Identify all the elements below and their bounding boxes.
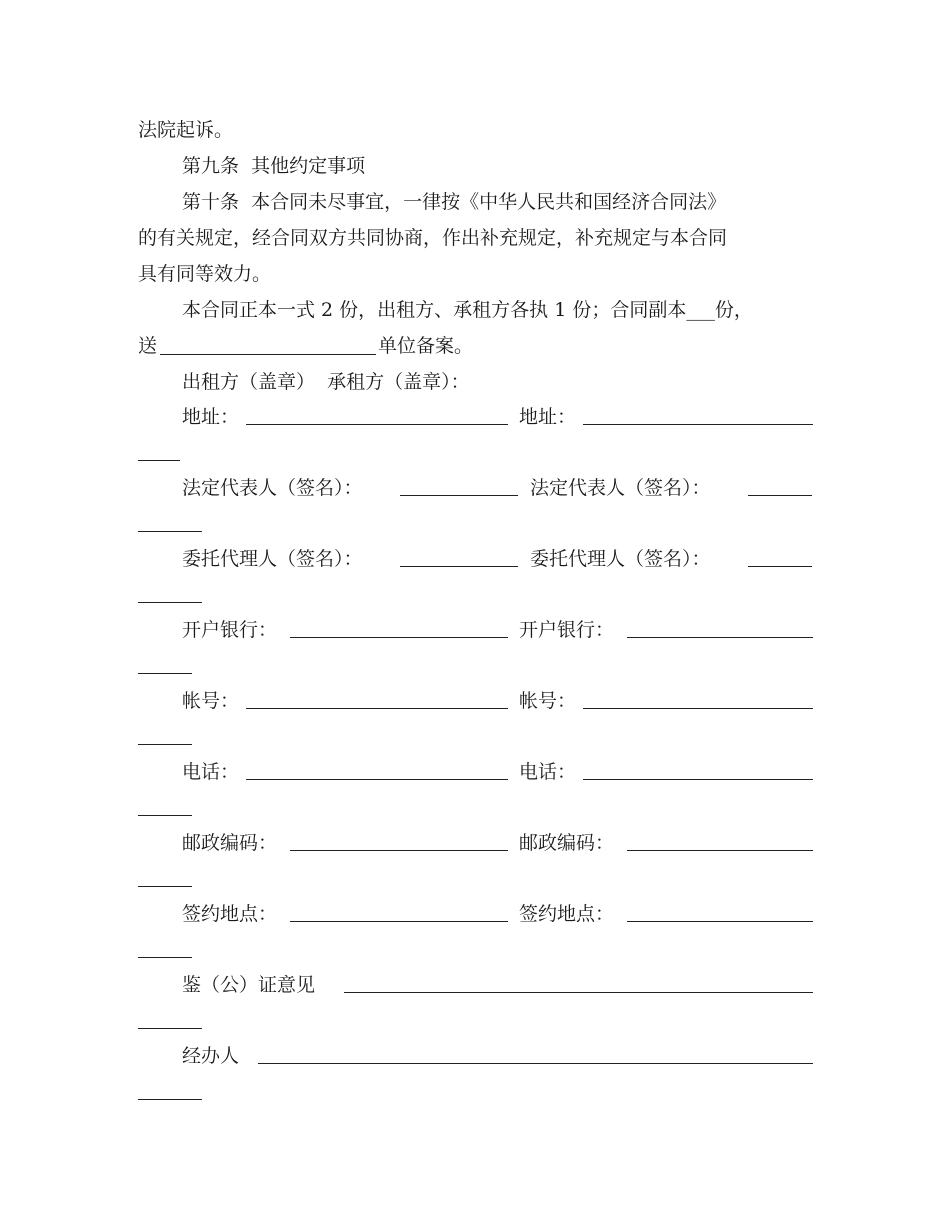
phone-blank-left[interactable] (246, 779, 508, 780)
legal-rep-label-left: 法定代表人（签名）： (182, 477, 363, 499)
agent-blank-right-cont[interactable] (138, 602, 202, 603)
bank-blank-left[interactable] (290, 637, 508, 638)
phone-label-left: 电话： (182, 761, 240, 783)
article-10-line-1: 第十条 本合同未尽事宜，一律按《中华人民共和国经济合同法》 (182, 191, 727, 213)
legal-rep-label-right: 法定代表人（签名）： (530, 477, 711, 499)
handler-blank-cont[interactable] (138, 1099, 202, 1100)
filing-unit-blank[interactable] (160, 354, 376, 355)
account-blank-left[interactable] (246, 708, 508, 709)
article-10-line-2: 的有关规定，经合同双方共同协商，作出补充规定，补充规定与本合同 (138, 227, 728, 249)
agent-blank-left[interactable] (400, 566, 518, 567)
parties-seal-line: 出租方（盖章） 承租方（盖章）： (182, 371, 470, 393)
notary-opinion-label: 鉴（公）证意见 (182, 974, 316, 996)
copies-line-2-prefix: 送 (138, 335, 158, 357)
notary-opinion-blank[interactable] (344, 992, 813, 993)
account-blank-right-cont[interactable] (138, 744, 192, 745)
signing-place-blank-right[interactable] (627, 921, 813, 922)
bank-label-right: 开户银行： (519, 619, 615, 641)
legal-rep-blank-right-cont[interactable] (138, 531, 202, 532)
postcode-blank-right[interactable] (627, 850, 813, 851)
handler-blank[interactable] (258, 1063, 813, 1064)
postcode-label-left: 邮政编码： (182, 832, 278, 854)
signing-place-label-right: 签约地点： (519, 903, 615, 925)
address-blank-right-cont[interactable] (138, 460, 180, 461)
address-blank-left[interactable] (246, 424, 508, 425)
postcode-blank-left[interactable] (290, 850, 508, 851)
agent-label-left: 委托代理人（签名）： (182, 548, 363, 570)
agent-label-right: 委托代理人（签名）： (530, 548, 711, 570)
legal-rep-blank-right[interactable] (748, 495, 812, 496)
bank-label-left: 开户银行： (182, 619, 278, 641)
address-label-right: 地址： (519, 406, 577, 428)
account-label-right: 帐号： (519, 690, 577, 712)
phone-blank-right[interactable] (583, 779, 813, 780)
article-10-line-3: 具有同等效力。 (138, 263, 272, 285)
phone-blank-right-cont[interactable] (138, 815, 192, 816)
notary-opinion-blank-cont[interactable] (138, 1028, 202, 1029)
paragraph-tail: 法院起诉。 (138, 119, 234, 141)
handler-label: 经办人 (182, 1045, 240, 1067)
bank-blank-right-cont[interactable] (138, 673, 192, 674)
copies-line-1: 本合同正本一式 2 份，出租方、承租方各执 1 份；合同副本___份， (182, 299, 753, 321)
account-blank-right[interactable] (583, 708, 813, 709)
address-label-left: 地址： (182, 406, 240, 428)
address-blank-right[interactable] (583, 424, 813, 425)
agent-blank-right[interactable] (748, 566, 812, 567)
phone-label-right: 电话： (519, 761, 577, 783)
signing-place-blank-left[interactable] (290, 921, 508, 922)
postcode-label-right: 邮政编码： (519, 832, 615, 854)
account-label-left: 帐号： (182, 690, 240, 712)
article-9: 第九条 其他约定事项 (182, 155, 366, 177)
bank-blank-right[interactable] (627, 637, 813, 638)
postcode-blank-right-cont[interactable] (138, 886, 192, 887)
signing-place-blank-right-cont[interactable] (138, 957, 192, 958)
signing-place-label-left: 签约地点： (182, 903, 278, 925)
legal-rep-blank-left[interactable] (400, 495, 518, 496)
copies-line-2-suffix: 单位备案。 (378, 335, 474, 357)
